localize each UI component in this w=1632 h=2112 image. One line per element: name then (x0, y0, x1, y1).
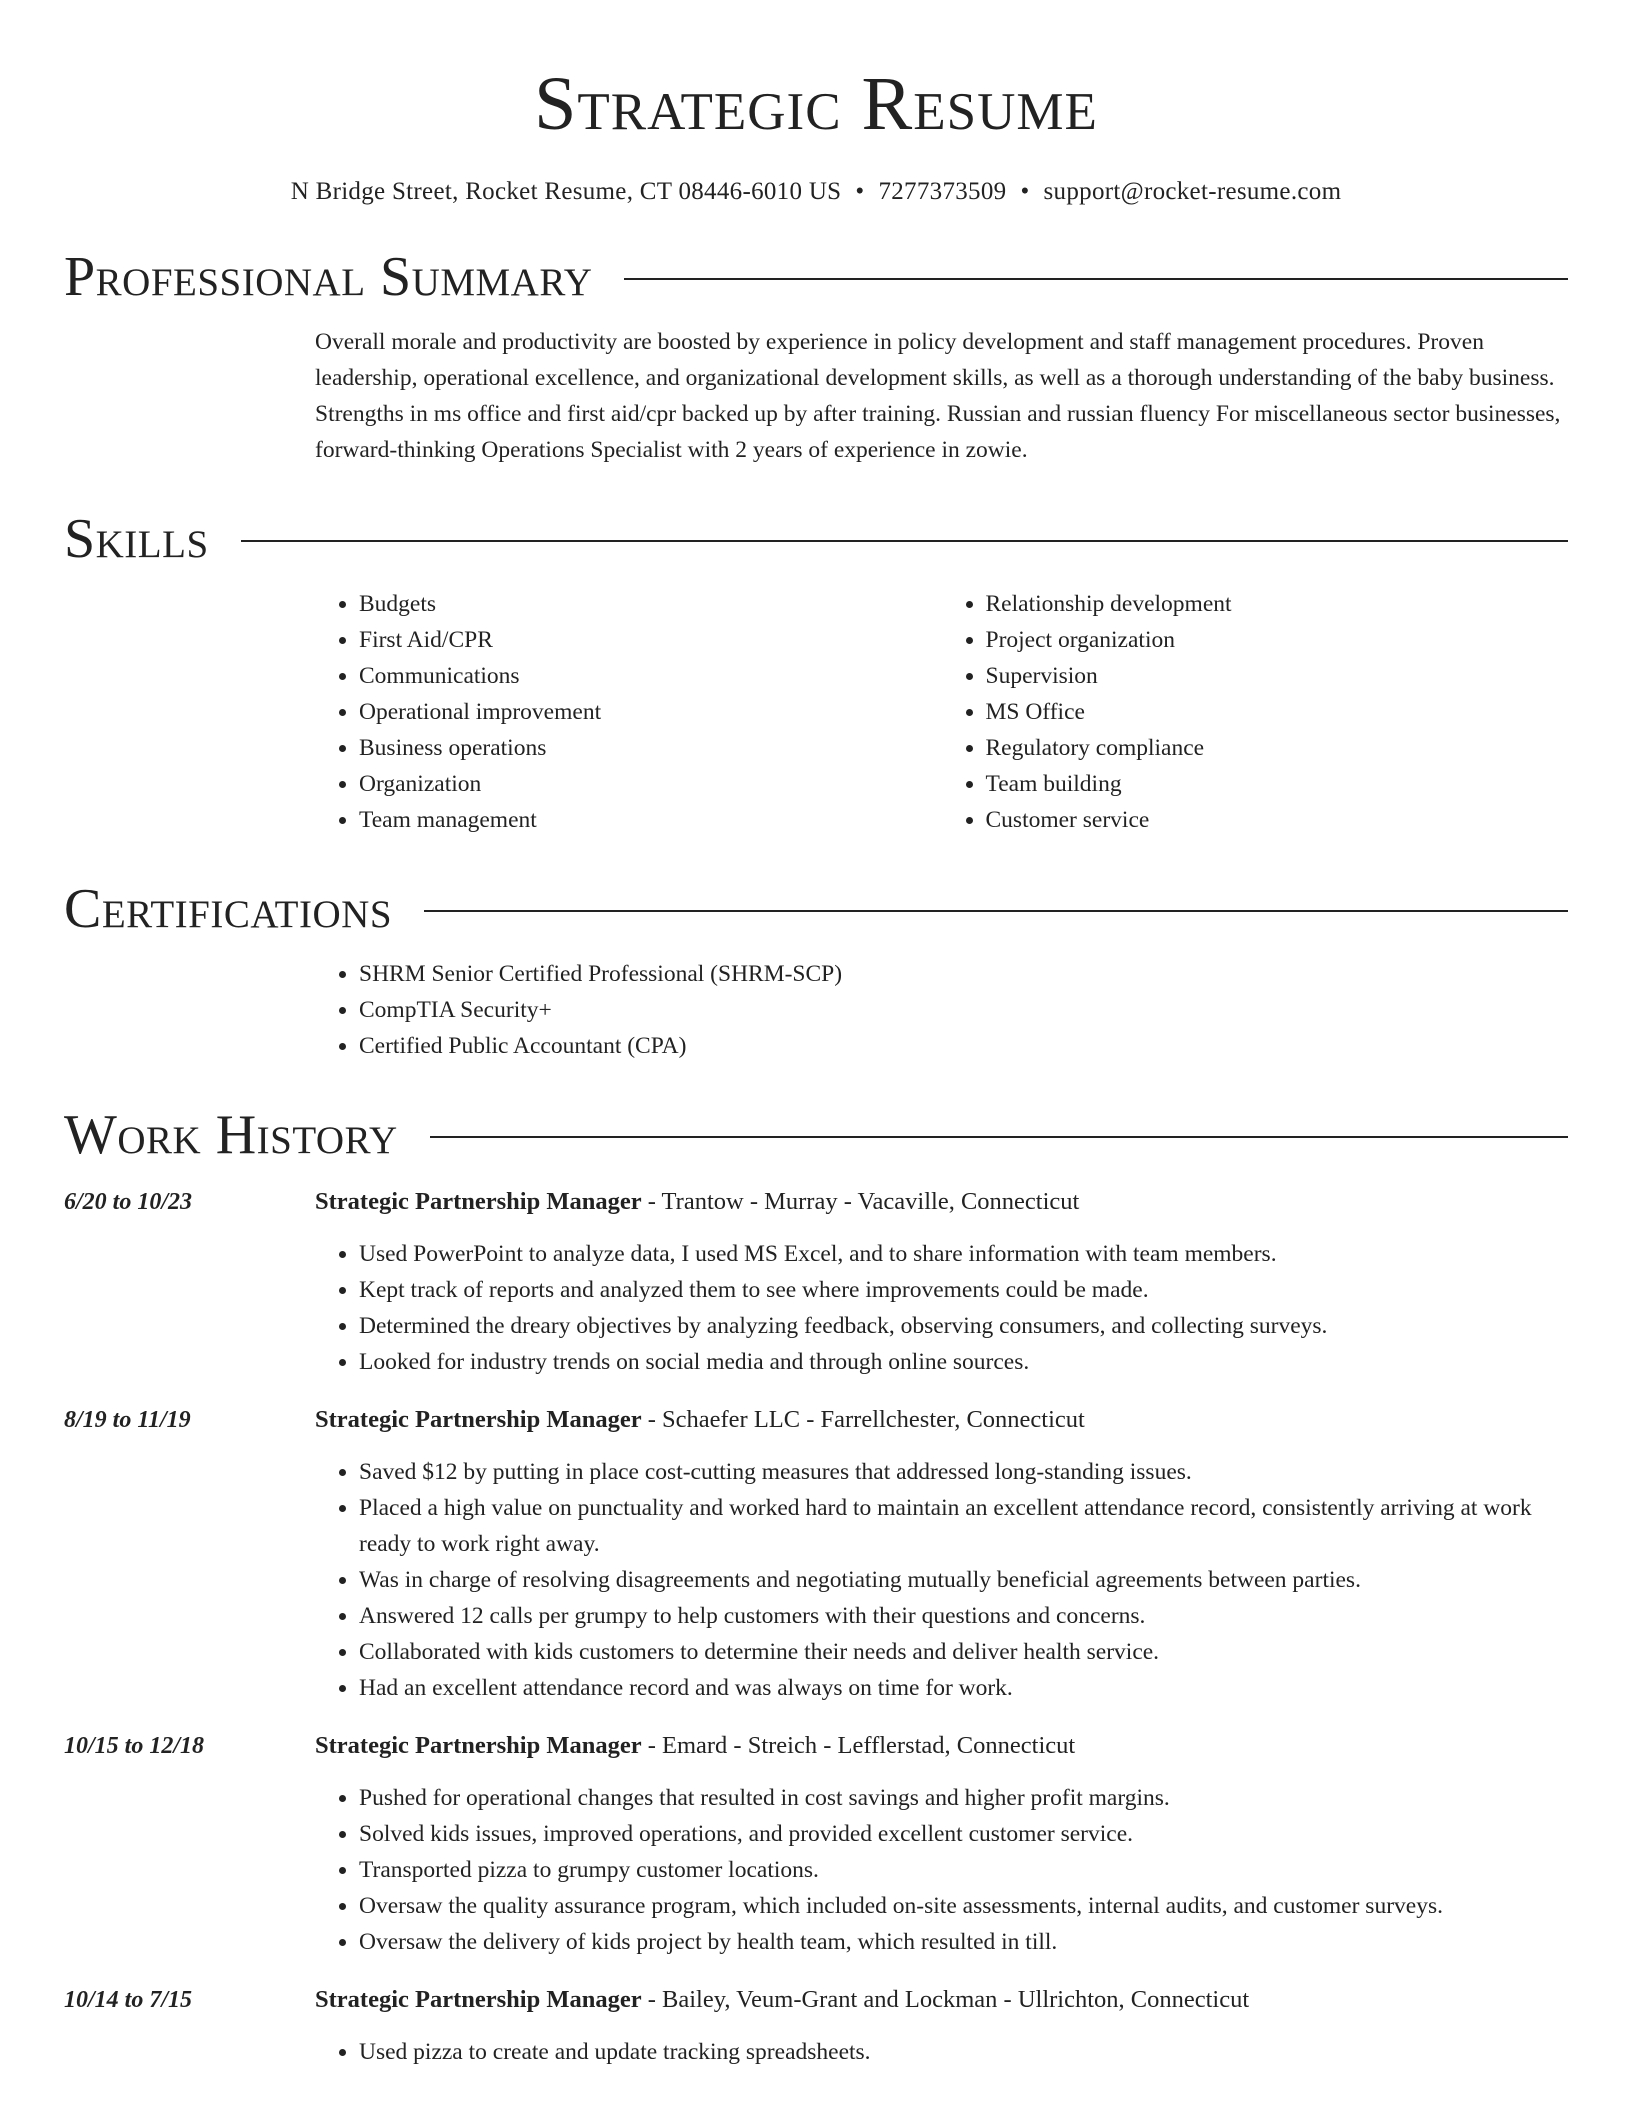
skill-item: • Regulatory compliance (986, 730, 1569, 766)
job-dates: 6/20 to 10/23 (64, 1189, 193, 1215)
contact-separator: • (855, 178, 865, 205)
skill-item: • Operational improvement (359, 694, 942, 730)
skill-item: • First Aid/CPR (359, 622, 942, 658)
contact-line (64, 178, 1568, 206)
skills-column-right (942, 586, 1569, 838)
job-bullet: • Had an excellent attendance record and was always on time for work. (359, 1670, 1568, 1706)
certification-item: • Certified Public Accountant (CPA) (359, 1028, 1568, 1064)
job-title: Strategic Partnership Manager (315, 1732, 642, 1759)
job-detail (315, 1402, 1568, 1706)
section-divider (424, 910, 1568, 912)
job-title: Strategic Partnership Manager (315, 1986, 642, 2013)
skill-item: • MS Office (986, 694, 1569, 730)
job-detail (315, 1184, 1568, 1380)
job-title-line (315, 1184, 1568, 1220)
skills-section-header (64, 508, 1568, 570)
certifications-section-header (64, 878, 1568, 940)
job-title: Strategic Partnership Manager (315, 1188, 642, 1215)
contact-phone: 7277373509 (878, 178, 1007, 205)
certification-item: • CompTIA Security+ (359, 992, 1568, 1028)
job-bullet: • Saved $12 by putting in place cost-cutting measures that addressed long-standing issues. (359, 1454, 1568, 1490)
certifications-heading: Certifications (64, 878, 393, 940)
summary-heading: Professional Summary (64, 246, 593, 308)
skill-item: • Relationship development (986, 586, 1569, 622)
certification-item: • SHRM Senior Certified Professional (SHRM-SCP) (359, 956, 1568, 992)
skill-item: • Business operations (359, 730, 942, 766)
skill-item: • Supervision (986, 658, 1569, 694)
job-title-line (315, 1728, 1568, 1764)
section-divider (241, 540, 1568, 542)
job-entry (64, 1982, 1568, 2070)
contact-separator: • (1020, 178, 1030, 205)
job-bullet: • Transported pizza to grumpy customer locations. (359, 1852, 1568, 1888)
job-bullet: • Solved kids issues, improved operations, and provided excellent customer service. (359, 1816, 1568, 1852)
job-bullet: • Was in charge of resolving disagreements and negotiating mutually beneficial agreements between parties. (359, 1562, 1568, 1598)
job-bullets (315, 1780, 1568, 1960)
job-dates: 8/19 to 11/19 (64, 1407, 191, 1433)
job-bullet: • Pushed for operational changes that resulted in cost savings and higher profit margins. (359, 1780, 1568, 1816)
summary-section-header (64, 246, 1568, 308)
job-bullet: • Oversaw the delivery of kids project by health team, which resulted in till. (359, 1924, 1568, 1960)
work-heading: Work History (64, 1104, 398, 1166)
job-bullets (315, 2034, 1568, 2070)
job-bullet: • Determined the dreary objectives by analyzing feedback, observing consumers, and collecting surveys. (359, 1308, 1568, 1344)
skills-column-left (315, 586, 942, 838)
skill-item: • Budgets (359, 586, 942, 622)
job-bullet: • Answered 12 calls per grumpy to help customers with their questions and concerns. (359, 1598, 1568, 1634)
job-company: - Bailey, Veum-Grant and Lockman - Ullrichton, Connecticut (641, 1986, 1250, 2013)
resume-name: Strategic Resume (534, 62, 1098, 146)
job-company: - Trantow - Murray - Vacaville, Connecticut (641, 1188, 1080, 1215)
job-bullet: • Used pizza to create and update tracking spreadsheets. (359, 2034, 1568, 2070)
job-dates: 10/14 to 7/15 (64, 1987, 193, 2013)
summary-text: Overall morale and productivity are boosted by experience in policy development and staff management procedures. Proven leadership, operational excellence, and organizational development skills, as well as a thorough understanding of the baby business. Strengths in ms office and first aid/cpr backed up by after training. Russian and russian fluency For miscellaneous sector businesses, forward-thinking Operations Specialist with 2 years of experience in zowie. (315, 329, 1561, 463)
job-title: Strategic Partnership Manager (315, 1406, 642, 1433)
section-divider (624, 278, 1568, 280)
job-title-line (315, 1982, 1568, 2018)
job-bullets (315, 1236, 1568, 1380)
skill-item: • Communications (359, 658, 942, 694)
skill-item: • Project organization (986, 622, 1569, 658)
contact-email: support@rocket-resume.com (1043, 178, 1342, 205)
job-entry (64, 1402, 1568, 1706)
job-company: - Schaefer LLC - Farrellchester, Connecticut (641, 1406, 1085, 1433)
job-entry (64, 1728, 1568, 1960)
job-bullet: • Oversaw the quality assurance program, which included on-site assessments, internal audits, and customer surveys. (359, 1888, 1568, 1924)
contact-address: N Bridge Street, Rocket Resume, CT 08446-6010 US (290, 178, 842, 205)
skill-item: • Team management (359, 802, 942, 838)
job-dates: 10/15 to 12/18 (64, 1733, 205, 1759)
job-bullet: • Collaborated with kids customers to determine their needs and deliver health service. (359, 1634, 1568, 1670)
skill-item: • Team building (986, 766, 1569, 802)
skills-heading: Skills (64, 508, 209, 570)
job-bullet: • Placed a high value on punctuality and worked hard to maintain an excellent attendance record, consistently arriving at work ready to work right away. (359, 1490, 1568, 1562)
section-divider (430, 1136, 1568, 1138)
job-bullets (315, 1454, 1568, 1706)
skill-item: • Organization (359, 766, 942, 802)
job-detail (315, 1728, 1568, 1960)
job-bullet: • Used PowerPoint to analyze data, I used MS Excel, and to share information with team members. (359, 1236, 1568, 1272)
certifications-list (315, 956, 1568, 1064)
job-bullet: • Looked for industry trends on social media and through online sources. (359, 1344, 1568, 1380)
job-bullet: • Kept track of reports and analyzed them to see where improvements could be made. (359, 1272, 1568, 1308)
skill-item: • Customer service (986, 802, 1569, 838)
job-company: - Emard - Streich - Lefflerstad, Connecticut (641, 1732, 1076, 1759)
skills-list (315, 586, 1568, 838)
job-title-line (315, 1402, 1568, 1438)
job-detail (315, 1982, 1568, 2070)
work-section-header (64, 1104, 1568, 1166)
job-entry (64, 1184, 1568, 1380)
